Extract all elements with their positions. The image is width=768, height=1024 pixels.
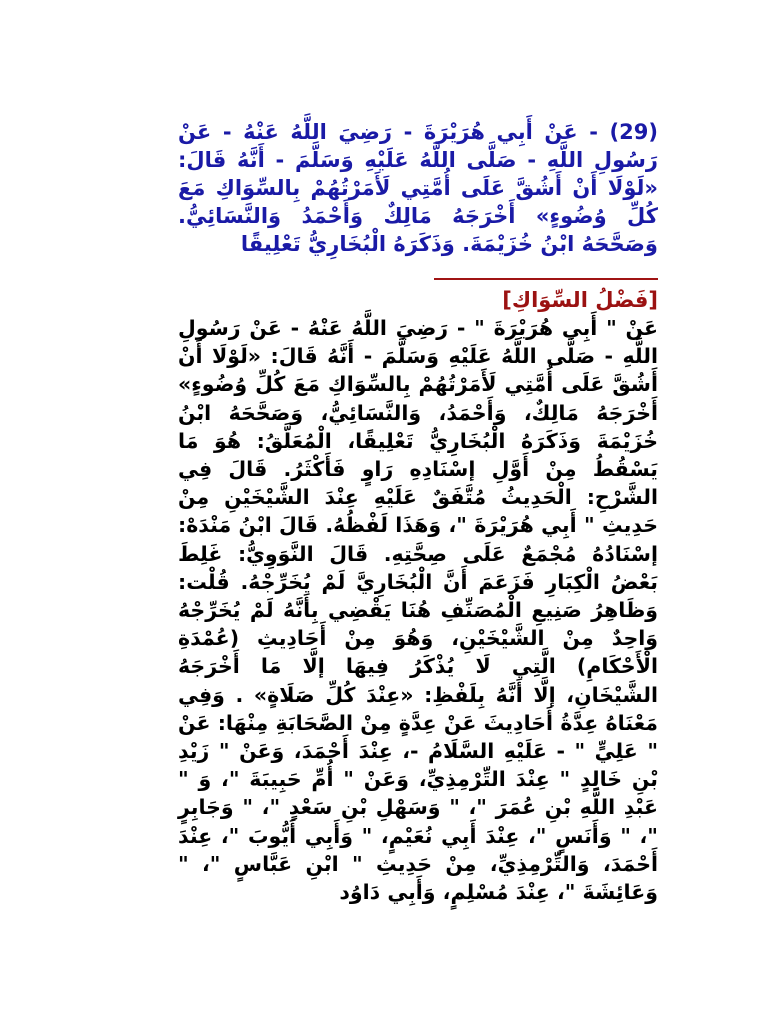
hadith-text: (29) - عَنْ أَبِي هُرَيْرَةَ - رَضِيَ اللَّهُ عَنْهُ - عَنْ رَسُولِ اللَّهِ - صَلَّى اللَّهُ عَلَيْهِ وَسَلَّمَ - أَنَّهُ قَالَ: «لَوْلَا أَنْ أَشُقَّ عَلَى أُمَّتِي لَأَمَرْتُهُمْ بِالسِّوَاكِ مَعَ كُلِّ وُضُوءٍ» أَخْرَجَهُ مَالِكٌ وَأَحْمَدُ وَالنَّسَائِيُّ. وَصَحَّحَهُ ابْنُ خُزَيْمَةَ. وَذَكَرَهُ الْبُخَارِيُّ تَعْلِيقًا (178, 120, 658, 256)
text-column (178, 118, 658, 906)
commentary-text: عَنْ " أَبِي هُرَيْرَةَ " - رَضِيَ اللَّهُ عَنْهُ - عَنْ رَسُولِ اللَّهِ - صَلَّى اللَّهُ عَلَيْهِ وَسَلَّمَ - أَنَّهُ قَالَ: «لَوْلَا أَنْ أَشُقَّ عَلَى أُمَّتِي لَأَمَرْتُهُمْ بِالسِّوَاكِ مَعَ كُلِّ وُضُوءٍ» أَخْرَجَهُ مَالِكٌ، وَأَحْمَدُ، وَالنَّسَائِيُّ، وَصَحَّحَهُ ابْنُ خُزَيْمَةَ وَذَكَرَهُ الْبُخَارِيُّ تَعْلِيقًا، الْمُعَلَّقُ: هُوَ مَا يَسْقُطُ مِنْ أَوَّلِ إسْنَادِهِ رَاوٍ فَأَكْثَرُ. قَالَ فِي الشَّرْحِ: الْحَدِيثُ مُتَّفَقٌ عَلَيْهِ عِنْدَ الشَّيْخَيْنِ مِنْ حَدِيثِ " أَبِي هُرَيْرَةَ "، وَهَذَا لَفْظُهُ. قَالَ ابْنُ مَنْدَهْ: إسْنَادُهُ مُجْمَعٌ عَلَى صِحَّتِهِ. قَالَ النَّوَوِيُّ: غَلِطَ بَعْضُ الْكِبَارِ فَزَعَمَ أَنَّ الْبُخَارِيَّ لَمْ يُخَرِّجْهُ. قُلْت: وَظَاهِرُ صَنِيعِ الْمُصَنِّفِ هُنَا يَقْضِي بِأَنَّهُ لَمْ يُخَرِّجْهُ وَاحِدٌ مِنْ الشَّيْخَيْنِ، وَهُوَ مِنْ أَحَادِيثِ (عُمْدَةِ الْأَحْكَامِ) الَّتِي لَا يُذْكَرُ فِيهَا إلَّا مَا أَخْرَجَهُ الشَّيْخَانِ، إلَّا أَنَّهُ بِلَفْظِ: «عِنْدَ كُلِّ صَلَاةٍ» . وَفِي مَعْنَاهُ عِدَّةُ أَحَادِيثَ عَنْ عِدَّةٍ مِنْ الصَّحَابَةِ مِنْهَا: عَنْ " عَلِيٍّ " - عَلَيْهِ السَّلَامُ -، عِنْدَ أَحْمَدَ، وَعَنْ " زَيْدِ بْنِ خَالِدٍ " عِنْدَ التِّرْمِذِيِّ، وَعَنْ " أُمِّ حَبِيبَةَ "، وَ " عَبْدِ اللَّهِ بْنِ عُمَرَ "، " وَسَهْلِ بْنِ سَعْدٍ "، " وَجَابِرٍ "، " وَأَنَسٍ "، عِنْدَ أَبِي نُعَيْمٍ، " وَأَبِي أَيُّوبَ "، عِنْدَ أَحْمَدَ، وَالتِّرْمِذِيِّ، مِنْ حَدِيثِ " ابْنِ عَبَّاسٍ "، " وَعَائِشَةَ "، عِنْدَ مُسْلِمٍ، وَأَبِي دَاوُد (178, 316, 658, 905)
section-title: [فَضْلُ السِّوَاكِ] (502, 288, 658, 312)
section-divider (434, 278, 658, 280)
